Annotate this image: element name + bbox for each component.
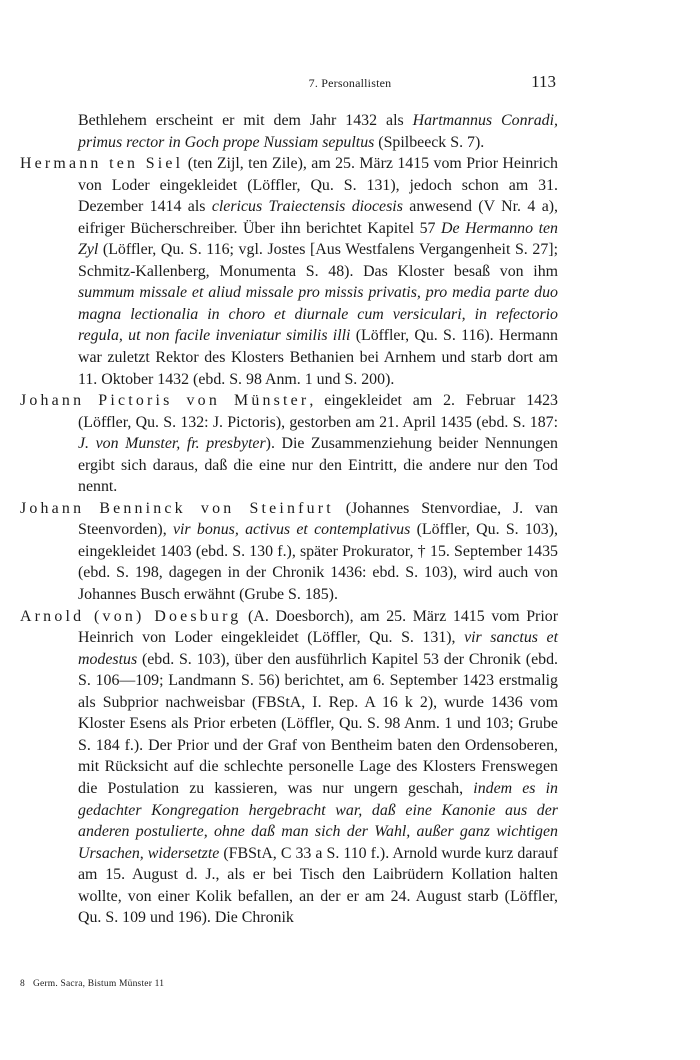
latin-quote: indem es in gedachter Kongregation hergebracht war, daß eine Kanonie aus der anderen postulierte, ohne daß man sich der Wahl, außer ganz wichtigen Ursachen, widersetzte xyxy=(78,779,558,862)
entry-text: ). Die Zusammenziehung beider Nennungen ergibt sich daraus, daß die eine nur den Eintritt, die andere nur den Tod nennt. xyxy=(78,435,558,496)
entry-text: Bethlehem erscheint er mit dem Jahr 1432 als xyxy=(78,112,413,129)
entry-johann-benninck xyxy=(20,498,558,606)
latin-quote: vir bonus, activus et contemplativus xyxy=(172,521,411,539)
latin-quote: De Hermanno ten Zyl xyxy=(78,219,558,259)
entry-text: (FBStA, C 33 a S. 110 f.). Arnold wurde kurz darauf am 15. August d. J., als er bei Tisch den Laibrüdern Kollation halten wollte, von einer Kolik befallen, an der er am 24. August starb (Löffler, Qu. S. 109 und 196). Die Chronik xyxy=(78,844,558,927)
entry-text: (A. Doesborch), am 25. März 1415 vom Prior Heinrich von Loder eingekleidet (Löffler, Qu. S. 131), xyxy=(78,607,558,647)
latin-quote: Hartmannus Conradi, primus rector in Goch prope Nussiam sepultus xyxy=(78,112,558,151)
entry-text: (Spilbeeck S. 7). xyxy=(374,133,485,151)
entry-text: (Löffler, Qu. S. 116; vgl. Jostes [Aus Westfalens Vergangenheit S. 27]; Schmitz-Kallenberg, Monumenta S. 48). Das Kloster besaß von ihm xyxy=(78,241,558,280)
entry-name: Hermann ten Siel xyxy=(20,155,184,173)
entry-text: , eingekleidet am 2. Februar 1423 (Löffler, Qu. S. 132: J. Pictoris), gestorben am 21. April 1435 (ebd. S. 187: xyxy=(78,392,558,431)
entry-text: (Löffler, Qu. S. 103), eingekleidet 1403 (ebd. S. 130 f.), später Prokurator, † 15. September 1435 (ebd. S. 198, dagegen in der Chronik 1436: ebd. S. 103), wird auch von Johannes Busch erwähnt (Grube S. 185). xyxy=(78,521,559,604)
latin-quote: J. von Munster, fr. presbyter xyxy=(78,435,266,453)
entry-name: Arnold (von) Doesburg xyxy=(20,607,242,625)
entry-text: (Löffler, Qu. S. 116). Hermann war zuletzt Rektor des Klosters Bethanien bei Arnhem und starb dort am 11. Oktober 1432 (ebd. S. 98 Anm. 1 und S. 200). xyxy=(78,327,558,388)
entry-arnold-von-doesburg xyxy=(20,606,558,929)
entry-text: (ebd. S. 103), über den ausführlich Kapitel 53 der Chronik (ebd. S. 106—109; Landmann S. 56) berichtet, am 6. September 1423 erstmalig als Subprior nachweisbar (FBStA, I. Rep. A 16 k 2), wurde 1436 vom Kloster Esens als Prior erbeten (Löffler, Qu. S. 98 Anm. 1 und 103; Grube S. 184 f.). Der Prior und der Graf von Bentheim baten den Ordensoberen, mit Rücksicht auf die schlechte personelle Lage des Klosters Frenswegen die Postulation zu kassieren, was nur ungern geschah, xyxy=(78,650,558,797)
sheet-signature: 8 xyxy=(20,979,25,989)
entry-continuation xyxy=(20,110,558,153)
footer xyxy=(20,979,164,989)
entry-name: Johann Benninck von Steinfurt xyxy=(20,499,334,517)
latin-quote: clericus Traiectensis diocesis xyxy=(211,198,403,216)
entry-text: (Johannes Stenvordiae, J. van Steenvorden), xyxy=(78,499,558,539)
running-head-title: 7. Personallisten xyxy=(308,76,392,90)
entry-text: (ten Zijl, ten Zile), am 25. März 1415 vom Prior Heinrich von Loder eingekleidet (Löffler, Qu. S. 131), jedoch schon am 31. Dezember 1414 als xyxy=(78,155,558,216)
page-number: 113 xyxy=(531,72,556,91)
footer-series-title: Germ. Sacra, Bistum Münster 11 xyxy=(32,979,165,989)
latin-quote: vir sanctus et modestus xyxy=(78,629,558,668)
entry-hermann-ten-siel xyxy=(20,153,558,390)
entry-johann-pictoris xyxy=(20,390,558,498)
running-head xyxy=(0,72,700,94)
latin-quote: summum missale et aliud missale pro missis privatis, pro media parte duo magna lectionalia in choro et diurnale cum versiculari, in refectorio regula, ut non facile inveniatur similis illi xyxy=(78,284,558,345)
body-text xyxy=(20,110,558,929)
entry-name: Johann Pictoris von Münster xyxy=(20,392,310,410)
entry-text: anwesend (V Nr. 4 a), eifriger Bücherschreiber. Über ihn berichtet Kapitel 57 xyxy=(78,198,559,237)
